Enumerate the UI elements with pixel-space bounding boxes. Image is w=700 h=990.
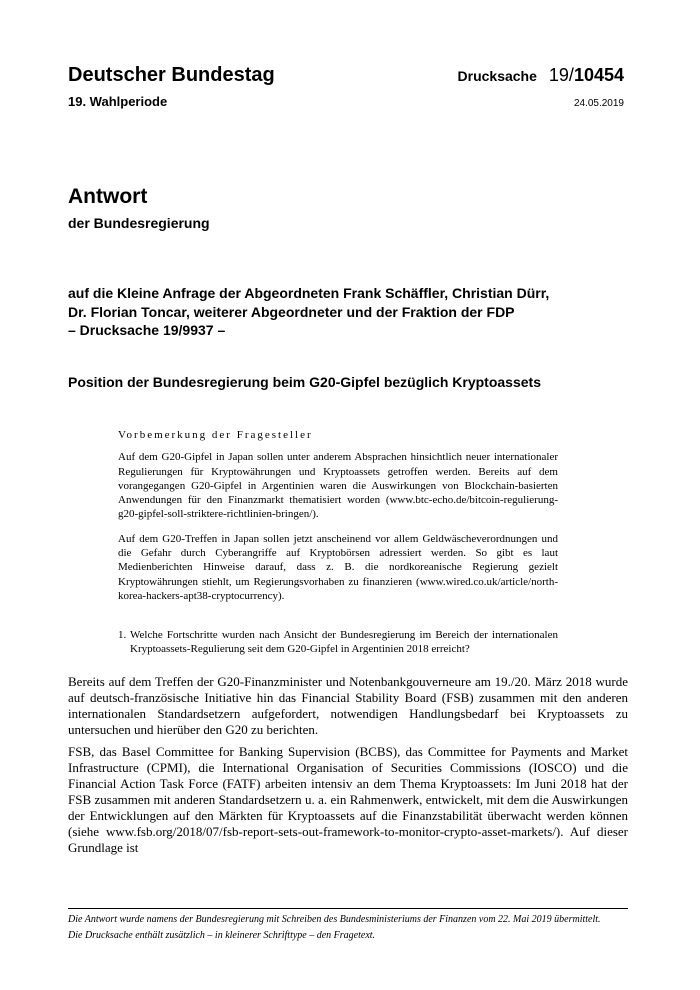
request-line: auf die Kleine Anfrage der Abgeordneten Frank Schäffler, Christian Dürr, (68, 285, 550, 301)
request-reference (68, 284, 628, 340)
antwort-subtitle: der Bundesregierung (68, 215, 210, 231)
preliminary-paragraph: Auf dem G20-Gipfel in Japan sollen unter anderem Absprachen hinsichtlich neuer internationaler Regulierungen für Kryptowährungen und Kryptoassets getroffen werden. Bereits auf dem vorangegangen G20-Gipfel in Argentinien waren die Auswirkungen von Blockchain-basierten Anwendungen für den Finanzmarkt thematisiert worden (www.btc-echo.de/bitcoin-regulierung-g20-gipfel-soll-striktere-richtlinien-bringen/). (118, 451, 558, 521)
request-line: Dr. Florian Toncar, weiterer Abgeordneter und der Fraktion der FDP (68, 303, 515, 320)
footer-divider (68, 908, 628, 909)
question-1 (118, 628, 558, 657)
bundestag-title: Deutscher Bundestag (68, 64, 275, 86)
request-line: – Drucksache 19/9937 – (68, 322, 226, 338)
answer-paragraph: Bereits auf dem Treffen der G20-Finanzminister und Notenbankgouverneure am 19./20. März 2018 wurde auf deutsch-französische Initiative hin das Financial Stability Board (FSB) zusammen mit den anderen internationalen Standardsetzern aufgefordert, notwendigen Handlungsbedarf bei Kryptoassets zu untersuchen und hierüber den G20 zu berichten. (68, 674, 628, 737)
question-number: 1. (118, 629, 127, 641)
antwort-title: Antwort (68, 185, 148, 208)
drucksache-prefix: 19/ (548, 65, 574, 85)
drucksache-label: Drucksache (457, 68, 537, 84)
drucksache-block (458, 63, 624, 109)
preliminary-heading: Vorbemerkung der Fragesteller (118, 429, 313, 441)
wahlperiode-label: 19. Wahlperiode (68, 94, 168, 109)
footer-note: Die Antwort wurde namens der Bundesregierung mit Schreiben des Bundesministeriums der Finanzen vom 22. Mai 2019 übermittelt. (68, 914, 601, 925)
drucksache-number: 10454 (573, 65, 624, 85)
document-header (68, 63, 275, 109)
antwort-block (68, 185, 210, 231)
answer-paragraph: FSB, das Basel Committee for Banking Supervision (BCBS), das Committee for Payments and Market Infrastructure (CPMI), die International Organisation of Securities Commissions (IOSCO) und die Financial Action Task Force (FATF) arbeiten intensiv an dem Thema Kryptoassets: Im Juni 2018 hat der FSB zusammen mit anderen Standardsetzern u. a. ein Rahmenwerk, entwickelt, mit dem die Auswirkungen der Entwicklungen auf den Märkten für Kryptoassets auf die Finanzstabilität überwacht werden können (siehe www.fsb.org/2018/07/fsb-report-sets-out-framework-to-monitor-crypto-asset-markets/). Auf dieser Grundlage ist (68, 744, 628, 855)
document-date: 24.05.2019 (573, 98, 624, 109)
footer-notes (68, 913, 628, 944)
footer-note: Die Drucksache enthält zusätzlich – in kleinerer Schrifttype – den Fragetext. (68, 929, 376, 941)
drucksache-row (458, 63, 624, 89)
topic-title: Position der Bundesregierung beim G20-Gipfel bezüglich Kryptoassets (68, 374, 541, 390)
preliminary-paragraph: Auf dem G20-Treffen in Japan sollen jetzt anscheinend vor allem Geldwäscheverordnungen und die Gefahr durch Cyberangriffe auf Kryptobörsen adressiert werden. So gibt es laut Medienberichten Hinweise darauf, dass z. B. die nordkoreanische Regierung gezielt Kryptowährungen stiehlt, um Regierungsvorhaben zu finanzieren (www.wired.co.uk/article/north-korea-hackers-apt38-cryptocurrency). (118, 532, 558, 602)
question-text: Welche Fortschritte wurden nach Ansicht der Bundesregierung im Bereich der internationalen Kryptoassets-Regulierung seit dem G20-Gipfel in Argentinien 2018 erreicht? (130, 629, 558, 656)
preliminary-remark (118, 428, 558, 613)
answer-body (68, 674, 628, 862)
